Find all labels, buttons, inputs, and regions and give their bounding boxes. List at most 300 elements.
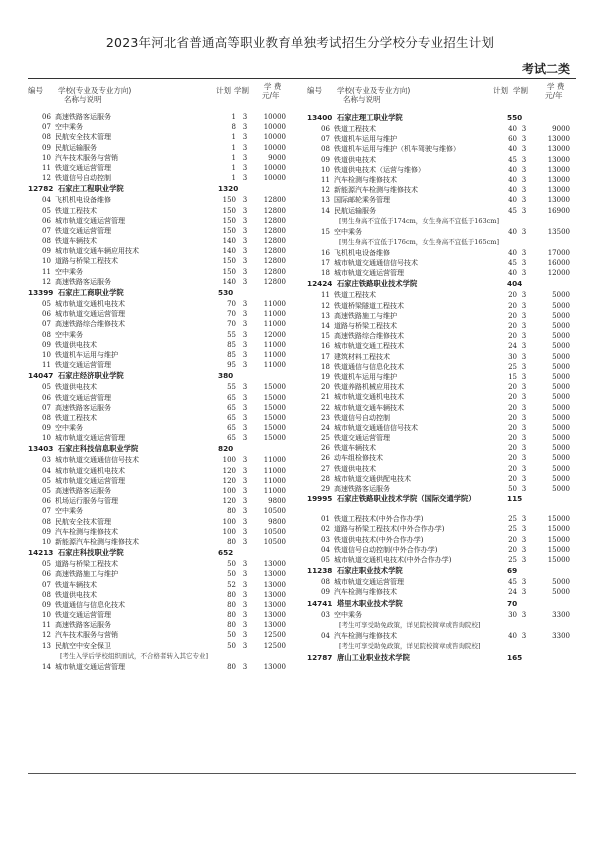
major-years: 3 xyxy=(242,196,248,205)
major-fee: 5000 xyxy=(552,383,570,392)
major-code: 07 xyxy=(42,320,51,329)
major-plan: 150 xyxy=(222,257,236,266)
header-years: 学制 xyxy=(513,86,528,95)
major-years: 3 xyxy=(521,227,527,236)
major-fee: 10000 xyxy=(263,174,286,183)
major-code: 10 xyxy=(42,537,51,546)
school-total-plan: 530 xyxy=(218,288,234,297)
major-years: 3 xyxy=(521,186,527,195)
major-fee: 10000 xyxy=(263,123,286,132)
major-row xyxy=(307,301,582,311)
major-name: 城市轨道交通运营管理 xyxy=(334,269,404,278)
major-name: 城市轨道交通运营管理 xyxy=(55,310,125,319)
major-years: 3 xyxy=(242,507,248,516)
major-note: [考生入学后学校组织面试，不合格者转入其它专业] xyxy=(60,651,209,660)
major-row xyxy=(307,248,582,258)
major-row xyxy=(28,641,303,651)
major-fee: 11000 xyxy=(263,340,286,349)
major-code: 08 xyxy=(42,413,51,422)
major-row xyxy=(307,290,582,300)
major-fee: 11000 xyxy=(263,456,286,465)
major-years: 3 xyxy=(521,165,527,174)
header-years: 学制 xyxy=(234,86,249,95)
major-name: 铁道交通运营管理 xyxy=(55,226,111,235)
major-row xyxy=(28,236,303,246)
major-fee: 5000 xyxy=(552,291,570,300)
major-name: 空中乘务 xyxy=(55,424,83,433)
major-years: 3 xyxy=(242,580,248,589)
major-code: 16 xyxy=(321,342,330,351)
major-years: 3 xyxy=(521,311,527,320)
major-years: 3 xyxy=(521,485,527,493)
major-plan: 80 xyxy=(227,600,236,609)
major-fee: 5000 xyxy=(552,454,570,463)
major-plan: 40 xyxy=(508,227,517,236)
major-years: 3 xyxy=(242,350,248,359)
major-name: 铁道机车运用与维护 xyxy=(334,372,397,381)
major-row xyxy=(28,537,303,547)
major-row xyxy=(28,122,303,132)
major-name: 道路与桥梁工程技术 xyxy=(334,322,397,330)
major-plan: 60 xyxy=(508,135,517,144)
major-row xyxy=(307,165,582,175)
major-years: 3 xyxy=(242,487,248,495)
major-code: 08 xyxy=(321,145,330,154)
school-row xyxy=(28,443,303,455)
major-code: 04 xyxy=(321,631,330,640)
major-row xyxy=(307,321,582,331)
major-code: 12 xyxy=(42,277,51,286)
major-years: 3 xyxy=(521,269,527,278)
major-years: 3 xyxy=(242,466,248,475)
major-row xyxy=(28,360,303,370)
major-name: 铁道车辆技术 xyxy=(55,580,97,589)
major-fee: 12000 xyxy=(547,269,570,278)
major-name: 国际邮轮乘务管理 xyxy=(334,196,390,205)
major-name: 铁道交通运营管理 xyxy=(55,393,111,402)
major-name: 铁道工程技术 xyxy=(334,125,376,133)
major-row xyxy=(28,527,303,537)
major-name: 汽车检测与维修技术 xyxy=(55,527,118,536)
major-name: 铁道交通运营管理 xyxy=(334,434,390,443)
major-plan: 20 xyxy=(508,464,517,473)
major-code: 07 xyxy=(42,507,51,516)
major-fee: 15000 xyxy=(263,403,286,412)
major-years: 3 xyxy=(242,456,248,465)
major-row xyxy=(28,226,303,236)
major-fee: 12800 xyxy=(263,196,286,205)
major-fee: 16000 xyxy=(547,259,570,268)
major-name: 铁道供电技术 xyxy=(334,155,376,164)
major-fee: 5000 xyxy=(552,342,570,351)
major-plan: 80 xyxy=(227,537,236,546)
major-row xyxy=(28,403,303,413)
major-name: 城市轨道交通运营管理 xyxy=(55,216,125,225)
major-fee: 5000 xyxy=(552,578,570,587)
major-fee: 13000 xyxy=(263,580,286,589)
major-plan: 40 xyxy=(508,145,517,154)
exam-category: 考试二类 xyxy=(521,62,570,76)
major-fee: 5000 xyxy=(552,485,570,493)
major-fee: 13000 xyxy=(547,155,570,164)
major-name: 铁道供电技术 xyxy=(55,383,97,392)
major-row xyxy=(307,443,582,453)
header-fee-unit: 元/年 xyxy=(262,91,280,100)
major-plan: 120 xyxy=(222,466,236,475)
major-plan: 80 xyxy=(227,621,236,630)
major-plan: 70 xyxy=(227,320,236,329)
major-code: 17 xyxy=(321,259,330,268)
major-code: 06 xyxy=(42,570,51,579)
major-name: 新能源汽车检测与维修技术 xyxy=(55,537,139,546)
major-fee: 13500 xyxy=(547,227,570,236)
major-years: 3 xyxy=(242,662,248,671)
major-plan: 25 xyxy=(508,525,517,534)
major-row xyxy=(307,413,582,423)
major-code: 09 xyxy=(42,340,51,349)
major-plan: 55 xyxy=(227,330,236,339)
major-years: 3 xyxy=(242,631,248,640)
major-fee: 12800 xyxy=(263,226,286,235)
major-row xyxy=(307,453,582,463)
major-years: 3 xyxy=(242,641,248,650)
major-code: 08 xyxy=(321,578,330,587)
major-plan: 40 xyxy=(508,165,517,174)
major-plan: 50 xyxy=(227,631,236,640)
school-code: 12424 xyxy=(307,279,333,289)
major-name: 铁道机车运用与维护 xyxy=(55,350,118,359)
major-plan: 20 xyxy=(508,393,517,402)
school-name: 石家庄经济职业学院 xyxy=(58,371,124,381)
major-name: 城市轨道交通运营管理 xyxy=(55,662,125,671)
major-plan: 20 xyxy=(508,291,517,300)
major-name: 飞机机电设备维修 xyxy=(334,248,390,257)
major-years: 3 xyxy=(521,248,527,257)
major-fee: 10000 xyxy=(263,143,286,152)
major-years: 3 xyxy=(242,560,248,569)
major-code: 05 xyxy=(42,560,51,569)
major-years: 3 xyxy=(521,352,527,361)
major-row xyxy=(307,372,582,382)
major-fee: 5000 xyxy=(552,311,570,320)
major-name: 空中乘务 xyxy=(55,330,83,339)
major-years: 3 xyxy=(521,535,527,544)
header-code: 编号 xyxy=(307,86,322,95)
school-total-plan: 69 xyxy=(507,566,518,576)
major-fee: 5000 xyxy=(552,464,570,473)
school-code: 19995 xyxy=(307,494,333,504)
major-plan: 24 xyxy=(508,588,517,597)
major-code: 11 xyxy=(321,291,330,300)
major-years: 3 xyxy=(242,123,248,132)
major-fee: 5000 xyxy=(552,301,570,310)
major-name: 动车组检修技术 xyxy=(334,454,383,463)
major-years: 3 xyxy=(521,631,527,640)
major-years: 3 xyxy=(521,464,527,473)
major-code: 10 xyxy=(42,350,51,359)
major-years: 3 xyxy=(242,247,248,256)
major-row xyxy=(28,423,303,433)
major-plan: 20 xyxy=(508,474,517,483)
major-row xyxy=(307,311,582,321)
major-name: 建筑材料工程技术 xyxy=(334,352,390,361)
major-row xyxy=(307,341,582,351)
major-code: 09 xyxy=(42,143,51,152)
major-name: 道路与桥梁工程技术 xyxy=(55,257,118,266)
school-total-plan: 1320 xyxy=(218,184,239,194)
major-fee: 15000 xyxy=(547,545,570,554)
major-name: 城市轨道交通工程技术 xyxy=(334,342,404,351)
major-note: [考生可享受助免政策，详见院校简章或咨询院校] xyxy=(339,641,481,650)
major-code: 08 xyxy=(42,330,51,339)
major-code: 08 xyxy=(42,517,51,526)
major-row xyxy=(307,227,582,237)
major-fee: 10000 xyxy=(263,133,286,142)
major-years: 3 xyxy=(521,423,527,432)
major-years: 3 xyxy=(242,403,248,412)
major-name: 铁道工程技术 xyxy=(334,291,376,300)
major-years: 3 xyxy=(242,267,248,276)
major-name: 城市轨道交通车辆技术 xyxy=(334,403,404,412)
major-years: 3 xyxy=(521,196,527,205)
major-code: 11 xyxy=(42,361,51,370)
major-name: 铁道交通运营管理 xyxy=(55,611,111,620)
major-row xyxy=(28,143,303,153)
major-name: 城市轨道交通机电技术 xyxy=(55,466,125,475)
major-code: 06 xyxy=(42,393,51,402)
major-name: 铁道工程技术 xyxy=(55,413,97,422)
major-code: 07 xyxy=(42,580,51,589)
major-row xyxy=(307,362,582,372)
major-years: 3 xyxy=(242,300,248,308)
major-years: 3 xyxy=(521,301,527,310)
major-years: 3 xyxy=(242,413,248,422)
major-years: 3 xyxy=(521,525,527,534)
major-code: 13 xyxy=(321,196,330,205)
major-years: 3 xyxy=(521,588,527,597)
major-fee: 13000 xyxy=(547,135,570,144)
major-fee: 11000 xyxy=(263,487,286,495)
major-fee: 16900 xyxy=(547,206,570,215)
major-plan: 20 xyxy=(508,444,517,453)
major-name: 高速铁路客运服务 xyxy=(334,485,390,493)
major-row xyxy=(307,464,582,474)
major-code: 14 xyxy=(42,662,51,671)
major-name: 高速铁路客运服务 xyxy=(55,403,111,412)
major-name: 高速铁路综合维修技术 xyxy=(334,332,404,341)
major-fee: 13000 xyxy=(263,611,286,620)
school-row xyxy=(28,287,303,299)
school-code: 14047 xyxy=(28,371,54,381)
major-name: 铁道信号自动控制(中外合作办学) xyxy=(334,545,438,554)
school-name: 石家庄科技信息职业学院 xyxy=(58,444,139,454)
school-name: 石家庄工程职业学院 xyxy=(58,184,124,194)
major-plan: 20 xyxy=(508,403,517,412)
major-years: 3 xyxy=(521,383,527,392)
major-row xyxy=(307,382,582,392)
major-row xyxy=(28,216,303,226)
major-years: 3 xyxy=(521,578,527,587)
major-fee: 13000 xyxy=(547,196,570,205)
left-column xyxy=(28,82,303,672)
major-plan: 140 xyxy=(222,237,236,246)
major-code: 16 xyxy=(321,248,330,257)
major-code: 06 xyxy=(42,216,51,225)
school-total-plan: 404 xyxy=(507,279,523,289)
school-row xyxy=(307,598,582,610)
major-years: 3 xyxy=(242,163,248,172)
major-fee: 15000 xyxy=(547,515,570,524)
header-school: 学校(专业及专业方向) xyxy=(58,86,132,95)
major-row xyxy=(307,258,582,268)
major-name: 铁道机车运用与维护 xyxy=(334,135,397,144)
major-row xyxy=(307,175,582,185)
major-name: 铁道工程技术(中外合作办学) xyxy=(334,515,424,524)
major-plan: 20 xyxy=(508,454,517,463)
major-years: 3 xyxy=(242,611,248,620)
table-header xyxy=(307,82,582,112)
major-fee: 13000 xyxy=(263,590,286,599)
school-name: 塔里木职业技术学院 xyxy=(337,598,403,608)
major-row xyxy=(307,524,582,534)
major-name: 空中乘务 xyxy=(334,610,362,619)
major-fee: 3300 xyxy=(552,610,570,619)
major-plan: 140 xyxy=(222,277,236,286)
major-name: 空中乘务 xyxy=(55,123,83,132)
header-name-desc: 名称与说明 xyxy=(343,95,381,104)
major-name: 高速铁路客运服务 xyxy=(55,113,111,121)
major-name: 铁道供电技术 xyxy=(55,590,97,599)
major-code: 15 xyxy=(321,227,330,236)
major-row xyxy=(28,350,303,360)
major-name: 道路与桥梁工程技术(中外合作办学) xyxy=(334,525,445,534)
major-fee: 12800 xyxy=(263,267,286,276)
major-code: 09 xyxy=(42,600,51,609)
major-row xyxy=(28,382,303,392)
major-name: 民航空中安全保卫 xyxy=(55,641,111,650)
major-name: 空中乘务 xyxy=(55,507,83,516)
major-row xyxy=(28,610,303,620)
major-code: 01 xyxy=(321,515,330,524)
major-fee: 5000 xyxy=(552,393,570,402)
major-plan: 50 xyxy=(227,570,236,579)
major-fee: 9000 xyxy=(552,125,570,133)
major-name: 城市轨道交通机电技术 xyxy=(334,393,404,402)
major-name: 民航安全技术管理 xyxy=(55,133,111,142)
major-plan: 150 xyxy=(222,267,236,276)
major-years: 3 xyxy=(521,322,527,330)
major-row xyxy=(28,163,303,173)
major-plan: 1 xyxy=(231,143,236,152)
major-code: 13 xyxy=(42,641,51,650)
major-code: 06 xyxy=(42,310,51,319)
major-row xyxy=(307,134,582,144)
major-fee: 13000 xyxy=(263,570,286,579)
major-row xyxy=(28,299,303,309)
major-plan: 80 xyxy=(227,662,236,671)
major-years: 3 xyxy=(521,175,527,184)
major-plan: 1 xyxy=(231,174,236,183)
major-plan: 85 xyxy=(227,340,236,349)
major-name: 空中乘务 xyxy=(334,227,362,236)
major-years: 3 xyxy=(242,434,248,443)
major-years: 3 xyxy=(242,476,248,485)
major-row xyxy=(307,331,582,341)
major-code: 08 xyxy=(42,590,51,599)
major-plan: 8 xyxy=(231,123,236,132)
major-fee: 5000 xyxy=(552,372,570,381)
major-name: 汽车技术服务与营销 xyxy=(55,631,118,640)
major-fee: 15000 xyxy=(263,424,286,433)
major-years: 3 xyxy=(521,434,527,443)
school-total-plan: 550 xyxy=(507,113,523,122)
major-plan: 15 xyxy=(508,372,517,381)
major-plan: 40 xyxy=(508,248,517,257)
major-fee: 10000 xyxy=(263,113,286,121)
major-row xyxy=(307,352,582,362)
major-plan: 20 xyxy=(508,535,517,544)
major-years: 3 xyxy=(242,330,248,339)
major-fee: 15000 xyxy=(263,434,286,443)
major-plan: 20 xyxy=(508,332,517,341)
major-row xyxy=(28,433,303,443)
major-years: 3 xyxy=(521,393,527,402)
major-years: 3 xyxy=(242,153,248,162)
major-plan: 50 xyxy=(227,641,236,650)
major-fee: 9800 xyxy=(268,497,286,506)
major-years: 3 xyxy=(521,610,527,619)
major-years: 3 xyxy=(242,320,248,329)
major-code: 05 xyxy=(321,555,330,564)
major-years: 3 xyxy=(521,474,527,483)
major-plan: 100 xyxy=(222,487,236,495)
major-plan: 150 xyxy=(222,196,236,205)
school-total-plan: 652 xyxy=(218,548,234,558)
major-code: 06 xyxy=(321,125,330,133)
school-name: 石家庄铁路职业技术学院 xyxy=(337,279,418,289)
major-years: 3 xyxy=(521,444,527,453)
major-row xyxy=(28,195,303,205)
major-plan: 40 xyxy=(508,186,517,195)
major-years: 3 xyxy=(521,135,527,144)
major-name: 铁道交通运营管理 xyxy=(55,361,111,370)
major-row xyxy=(307,577,582,587)
major-fee: 11000 xyxy=(263,466,286,475)
major-row xyxy=(307,268,582,278)
major-years: 3 xyxy=(242,206,248,215)
major-years: 3 xyxy=(521,555,527,564)
major-code: 11 xyxy=(321,175,330,184)
major-name: 铁道通信与信息化技术 xyxy=(55,600,125,609)
major-plan: 20 xyxy=(508,301,517,310)
major-name: 铁道供电技术 xyxy=(334,464,376,473)
major-row xyxy=(28,569,303,579)
major-name: 铁道机车运用与维护（机车驾驶与维修） xyxy=(334,145,460,154)
major-name: 高速铁路施工与维护 xyxy=(55,570,118,579)
major-fee: 5000 xyxy=(552,403,570,412)
major-name: 汽车检测与维修技术 xyxy=(334,631,397,640)
major-code: 12 xyxy=(42,174,51,183)
major-fee: 11000 xyxy=(263,350,286,359)
major-code: 29 xyxy=(321,485,330,493)
major-name: 铁道养路机械应用技术 xyxy=(334,383,404,392)
major-code: 09 xyxy=(321,155,330,164)
major-code: 21 xyxy=(321,393,330,402)
major-fee: 5000 xyxy=(552,332,570,341)
major-name: 城市轨道交通通信信号技术 xyxy=(55,456,139,465)
major-code: 20 xyxy=(321,383,330,392)
major-row xyxy=(28,413,303,423)
